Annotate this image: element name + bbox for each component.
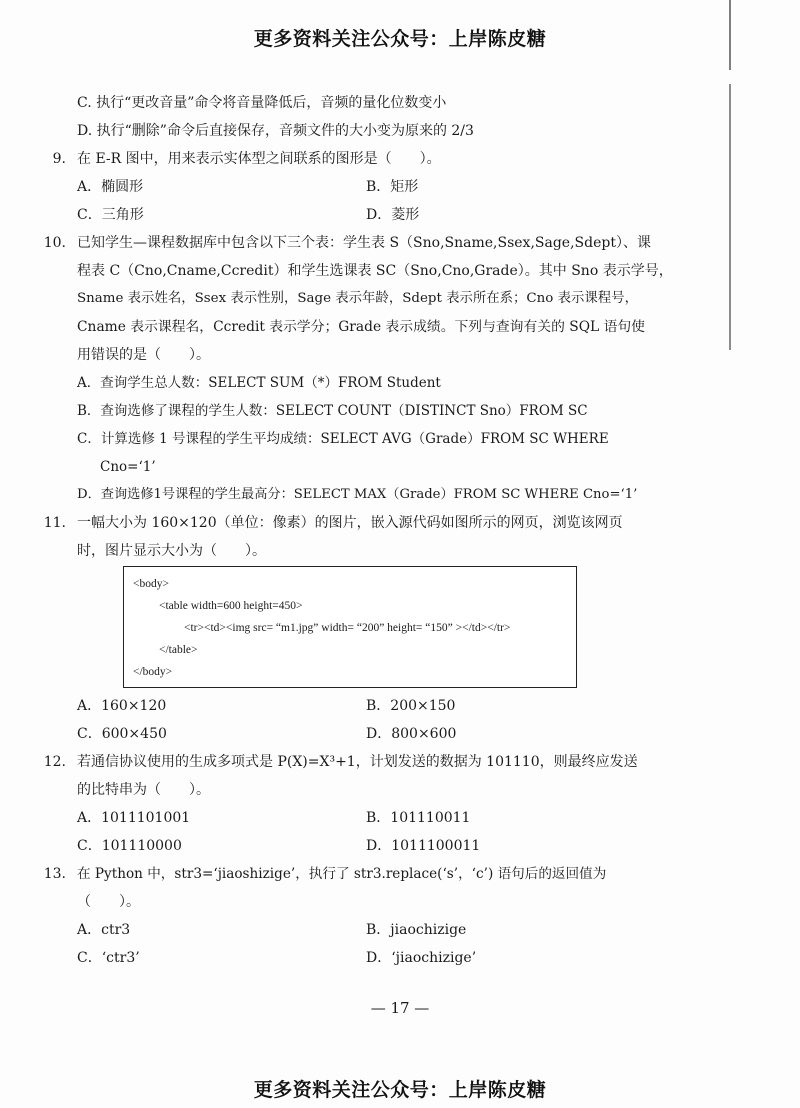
q10-option-b: B．查询选修了课程的学生人数：SELECT COUNT（DISTINCT Sno）FROM SC	[77, 403, 588, 419]
q10-option-c: C．计算选修 1 号课程的学生平均成绩：SELECT AVG（Grade）FROM SC WHERE	[77, 431, 609, 447]
code-line: <body>	[133, 578, 169, 590]
q9-option-b: B．矩形	[366, 179, 419, 195]
question-13-stem-line: （ ）。	[77, 894, 140, 910]
code-line: </body>	[133, 666, 173, 678]
footer-banner: 更多资料关注公众号：上岸陈皮糖	[253, 1079, 547, 1101]
q9-option-d: D．菱形	[366, 207, 420, 223]
q12-option-d: D．1011100011	[366, 838, 481, 854]
prev-option-d: D. 执行“删除”命令后直接保存，音频文件的大小变为原来的 2/3	[77, 123, 474, 139]
question-11-stem-line: 时，图片显示大小为（ ）。	[77, 543, 266, 559]
q10-option-c-cont: Cno=‘1’	[100, 459, 156, 475]
code-line: </table>	[159, 644, 198, 656]
question-13-stem-line: 在 Python 中，str3=‘jiaoshizige’，执行了 str3.replace(‘s’，‘c’) 语句后的返回值为	[77, 866, 607, 882]
prev-option-c: C. 执行“更改音量”命令将音量降低后，音频的量化位数变小	[77, 95, 447, 111]
q10-option-d: D．查询选修1号课程的学生最高分：SELECT MAX（Grade）FROM SC WHERE Cno=‘1’	[77, 487, 638, 502]
question-10-stem-line: Cname 表示课程名，Ccredit 表示学分；Grade 表示成绩。下列与查询有关的 SQL 语句使	[77, 319, 645, 335]
q12-option-b: B．101110011	[366, 810, 471, 826]
question-13-number: 13.	[43, 866, 66, 882]
q9-option-a: A．椭圆形	[77, 179, 144, 195]
header-banner: 更多资料关注公众号：上岸陈皮糖	[253, 28, 547, 50]
question-10-stem-line: 用错误的是（ ）。	[77, 347, 210, 363]
page-number: — 17 —	[370, 999, 430, 1017]
question-11-number: 11.	[43, 515, 66, 531]
q13-option-b: B．jiaochizige	[366, 922, 467, 938]
question-9-stem: 在 E-R 图中，用来表示实体型之间联系的图形是（ ）。	[77, 151, 441, 167]
margin-rule	[729, 0, 731, 350]
question-10-number: 10.	[43, 235, 66, 251]
q11-option-c: C．600×450	[77, 726, 167, 742]
q13-option-a: A．ctr3	[77, 922, 131, 938]
question-10-stem-line: Sname 表示姓名，Ssex 表示性别，Sage 表示年龄，Sdept 表示所在系；Cno 表示课程号，	[77, 291, 638, 306]
q13-option-c: C．‘ctr3’	[77, 950, 140, 966]
question-12-number: 12.	[43, 754, 66, 770]
q9-option-c: C．三角形	[77, 207, 144, 223]
code-line: <tr><td><img src= “m1.jpg” width= “200” height= “150” ></td></tr>	[184, 622, 511, 634]
q11-option-d: D．800×600	[366, 726, 457, 742]
code-line: <table width=600 height=450>	[159, 600, 303, 612]
question-10-stem-line: 程表 C（Cno,Cname,Ccredit）和学生选课表 SC（Sno,Cno,Grade）。其中 Sno 表示学号，	[77, 263, 673, 279]
question-9-number: 9.	[52, 151, 66, 167]
question-12-stem-line: 的比特串为（ ）。	[77, 782, 210, 798]
q12-option-a: A．1011101001	[77, 810, 191, 826]
q12-option-c: C．101110000	[77, 838, 182, 854]
q11-option-b: B．200×150	[366, 698, 456, 714]
code-figure	[123, 566, 577, 688]
q13-option-d: D．‘jiaochizige’	[366, 950, 477, 966]
q11-option-a: A．160×120	[77, 698, 167, 714]
question-11-stem-line: 一幅大小为 160×120（单位：像素）的图片，嵌入源代码如图所示的网页，浏览该网页	[77, 515, 623, 531]
question-12-stem-line: 若通信协议使用的生成多项式是 P(X)=X³+1，计划发送的数据为 101110，则最终应发送	[77, 754, 638, 770]
question-10-stem-line: 已知学生—课程数据库中包含以下三个表：学生表 S（Sno,Sname,Ssex,Sage,Sdept）、课	[77, 235, 651, 251]
q10-option-a: A．查询学生总人数：SELECT SUM（*）FROM Student	[77, 375, 441, 391]
